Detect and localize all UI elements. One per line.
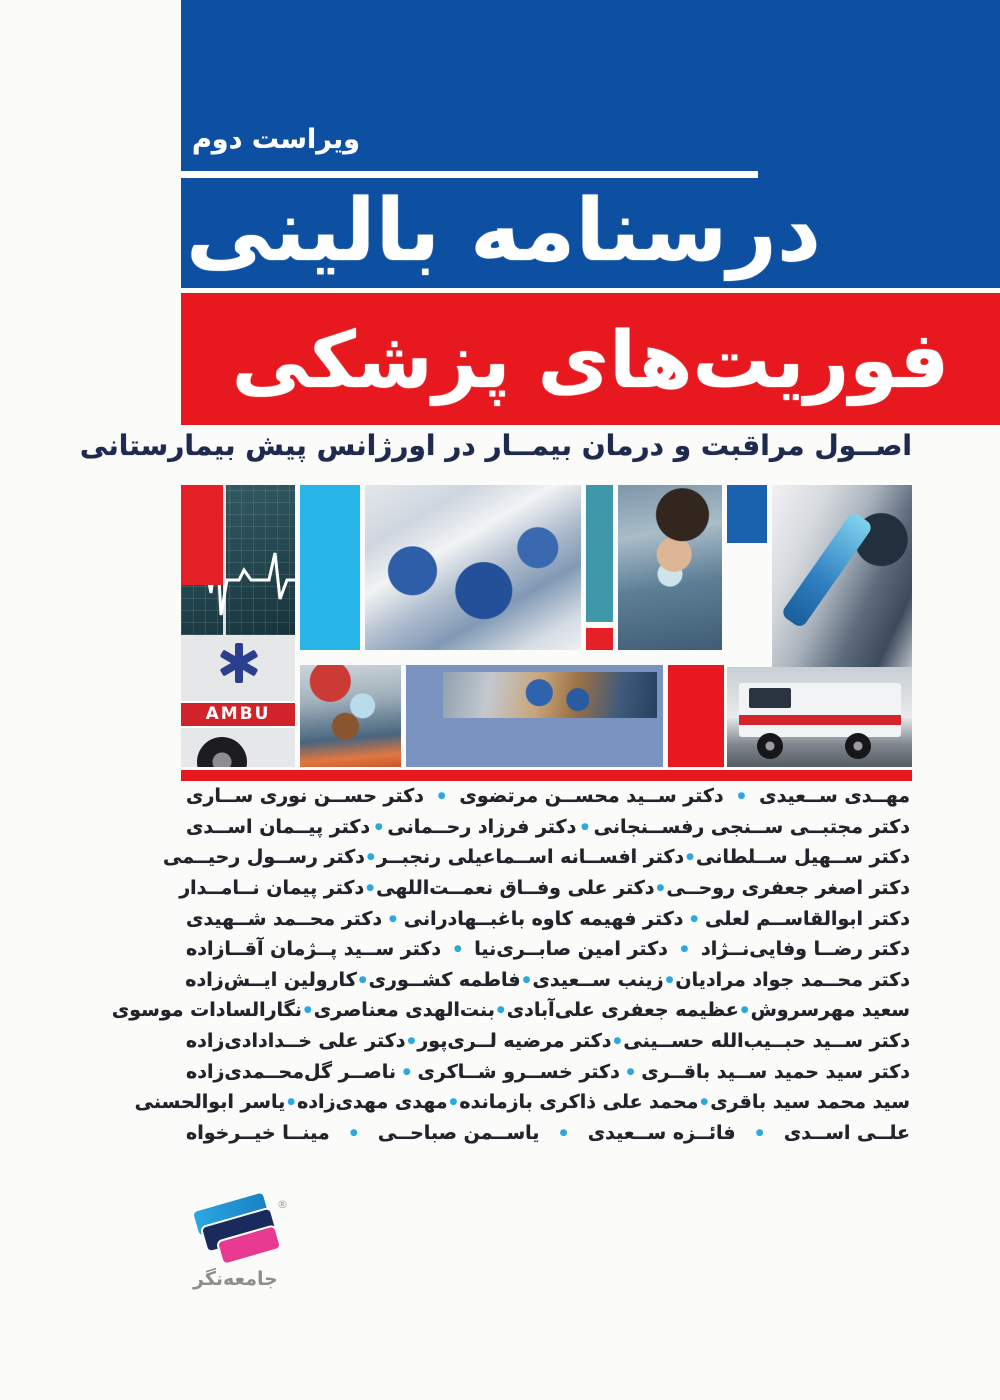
- bullet-dot: ●: [366, 852, 375, 863]
- ambu-stripe: AMBU: [181, 701, 295, 728]
- author-name: دکتر پیمان نــامــدار: [179, 877, 365, 900]
- ambulance-red-stripe: [739, 715, 901, 725]
- author-name: دکتر ســهیل ســلطانی: [696, 846, 910, 869]
- authors-line: [134, 1087, 910, 1118]
- author-name: یاسر ابوالحسنی: [134, 1091, 286, 1114]
- bullet-dot: ●: [287, 1097, 296, 1108]
- author-name: مینــا خیــرخواه: [186, 1121, 330, 1144]
- author-name: دکتر خســرو شــاکری: [417, 1060, 620, 1083]
- red-accent-square-small: [586, 628, 613, 650]
- bullet-dot: ●: [303, 1005, 312, 1016]
- bullet-dot: ●: [349, 1127, 358, 1138]
- oxygen-mask-patient-photo: [618, 485, 722, 650]
- bullet-dot: ●: [686, 852, 695, 863]
- bullet-dot: ●: [407, 1036, 416, 1047]
- author-name: علــی اســدی: [783, 1121, 910, 1144]
- ecg-monitor-photo: [181, 485, 295, 635]
- registered-mark: ®: [277, 1198, 288, 1211]
- author-name: دکتر پیــمان اســدی: [186, 815, 371, 838]
- publisher-book-icon: [195, 1198, 291, 1264]
- bullet-dot: ●: [613, 1036, 622, 1047]
- band-title: فوریت‌های پزشکی: [231, 316, 950, 406]
- authors-line: [111, 995, 910, 1026]
- bullet-dot: ●: [581, 821, 589, 832]
- author-name: دکتر رســول رحیــمی: [162, 846, 365, 869]
- publisher-logo: [193, 1196, 313, 1300]
- surgery-team-photo: [365, 485, 581, 650]
- book-title: درسنامه بالینی: [185, 181, 822, 281]
- author-name: بنت‌الهدی معناصری: [313, 999, 495, 1022]
- steel-blue-block: [406, 665, 663, 767]
- ambulance-side-photo: [181, 635, 295, 767]
- author-name: دکتر اصغر جعفری روحــی: [666, 877, 910, 900]
- ambulance-wheel: [757, 733, 783, 759]
- bullet-dot: ●: [449, 1097, 458, 1108]
- bullet-dot: ●: [559, 1127, 568, 1138]
- author-name: دکتر امین صابــری‌نیا: [474, 938, 668, 961]
- bullet-dot: ●: [366, 883, 375, 894]
- red-accent-block: [668, 665, 724, 767]
- teal-accent-bar: [586, 485, 613, 622]
- author-name: دکتر ابوالقاســم لعلی: [704, 907, 910, 930]
- edition-label: ویراست دوم: [192, 124, 360, 155]
- ambulance-window: [749, 688, 791, 708]
- author-name: فاطمه کشــوری: [368, 968, 521, 991]
- subtitle: اصــول مراقبت و درمان بیمــار در اورژانس پیش بیمارستانی: [79, 429, 912, 462]
- author-name: نگارالسادات موسوی: [111, 999, 302, 1022]
- red-divider-rule: [181, 770, 912, 781]
- bullet-dot: ●: [522, 974, 531, 985]
- author-name: یاســمن صباحــی: [377, 1121, 540, 1144]
- author-name: دکتر رضــا وفایی‌نــژاد: [701, 938, 910, 961]
- authors-line: [186, 781, 910, 812]
- syringe-shape: [780, 511, 874, 629]
- treatment-hands-photo: [443, 672, 657, 718]
- ambulance-wheel: [845, 733, 871, 759]
- author-name: دکتر فهیمه کاوه باغبــهادرانی: [403, 907, 684, 930]
- bullet-dot: ●: [755, 1127, 764, 1138]
- header-blue-panel: [181, 0, 1000, 288]
- authors-line: [186, 965, 910, 996]
- cyan-accent-bar: [300, 485, 360, 650]
- author-name: دکتر علی وفــاق نعمــت‌اللهی: [376, 877, 655, 900]
- monitor-divider-line: [223, 485, 226, 635]
- author-name: دکتر افســانه اســماعیلی رنجبــر: [376, 846, 685, 869]
- ambulance-body: [739, 683, 901, 737]
- author-name: دکتر محــمد جواد مرادیان: [675, 968, 910, 991]
- bullet-dot: ●: [690, 913, 699, 924]
- author-name: دکتر حســن نوری ســاری: [186, 785, 424, 808]
- author-name: دکتر مجتبــی ســنجی رفســنجانی: [593, 815, 910, 838]
- author-name: دکتر ســید محســن مرتضوی: [459, 785, 724, 808]
- author-name: دکتر فرزاد رحــمانی: [387, 815, 577, 838]
- author-name: کارولین ایــش‌زاده: [185, 968, 357, 991]
- ambulance-wheel: [197, 737, 247, 767]
- author-name: دکتر ســید حبــیب‌الله حســینی: [623, 1030, 910, 1053]
- bullet-dot: ●: [389, 913, 397, 924]
- authors-line: [179, 873, 910, 904]
- paramedic-stretcher-photo: [300, 665, 401, 767]
- author-name: زینب ســعیدی: [532, 968, 664, 991]
- authors-line: [186, 1118, 910, 1149]
- authors-line: [162, 842, 910, 873]
- ambulance-vehicle-photo: [727, 667, 912, 767]
- author-name: سعید مهرسروش: [750, 999, 910, 1022]
- bullet-dot: ●: [402, 1066, 411, 1077]
- bullet-dot: ●: [737, 791, 746, 802]
- author-name: مهــدی ســعیدی: [759, 785, 910, 808]
- bullet-dot: ●: [626, 1066, 635, 1077]
- author-name: دکتر ســید پــژمان آقــازاده: [186, 938, 442, 961]
- author-name: فائــزه ســعیدی: [587, 1121, 736, 1144]
- authors-list: [111, 781, 910, 1148]
- tile-ambulance-ecg: [181, 485, 295, 767]
- publisher-wordmark: جامعه‌نگر: [193, 1268, 278, 1290]
- bullet-dot: ●: [656, 883, 665, 894]
- title-red-band: [181, 293, 1000, 425]
- authors-line: [186, 812, 910, 843]
- author-name: محمد علی ذاکری بازمانده: [459, 1091, 699, 1114]
- bullet-dot: ●: [496, 1005, 505, 1016]
- author-name: دکتر محــمد شــهیدی: [186, 907, 383, 930]
- iv-device-photo: [772, 485, 912, 680]
- bullet-dot: ●: [374, 821, 383, 832]
- bullet-dot: ●: [700, 1097, 709, 1108]
- bullet-dot: ●: [740, 1005, 749, 1016]
- author-name: سید محمد سید باقری: [710, 1091, 910, 1114]
- author-name: دکتر مرضیه لــری‌پور: [417, 1030, 612, 1053]
- bullet-dot: ●: [680, 944, 689, 955]
- bullet-dot: ●: [437, 791, 446, 802]
- photo-collage: [181, 485, 912, 767]
- bullet-dot: ●: [665, 974, 674, 985]
- bullet-dot: ●: [453, 944, 462, 955]
- bullet-dot: ●: [358, 974, 367, 985]
- author-name: دکتر سید حمید ســید باقــری: [641, 1060, 910, 1083]
- blue-accent-square: [727, 485, 767, 543]
- authors-line: [186, 1056, 910, 1087]
- author-name: مهدی مهدی‌زاده: [297, 1091, 448, 1114]
- author-name: دکتر علی خــدادادی‌زاده: [185, 1030, 406, 1053]
- authors-line: [186, 934, 910, 965]
- authors-line: [186, 1026, 910, 1057]
- authors-line: [186, 903, 910, 934]
- red-accent-square: [181, 485, 223, 585]
- star-of-life-icon: [217, 641, 261, 685]
- author-name: ناصــر گل‌محــمدی‌زاده: [186, 1060, 397, 1083]
- author-name: عظیمه جعفری علی‌آبادی: [506, 999, 739, 1022]
